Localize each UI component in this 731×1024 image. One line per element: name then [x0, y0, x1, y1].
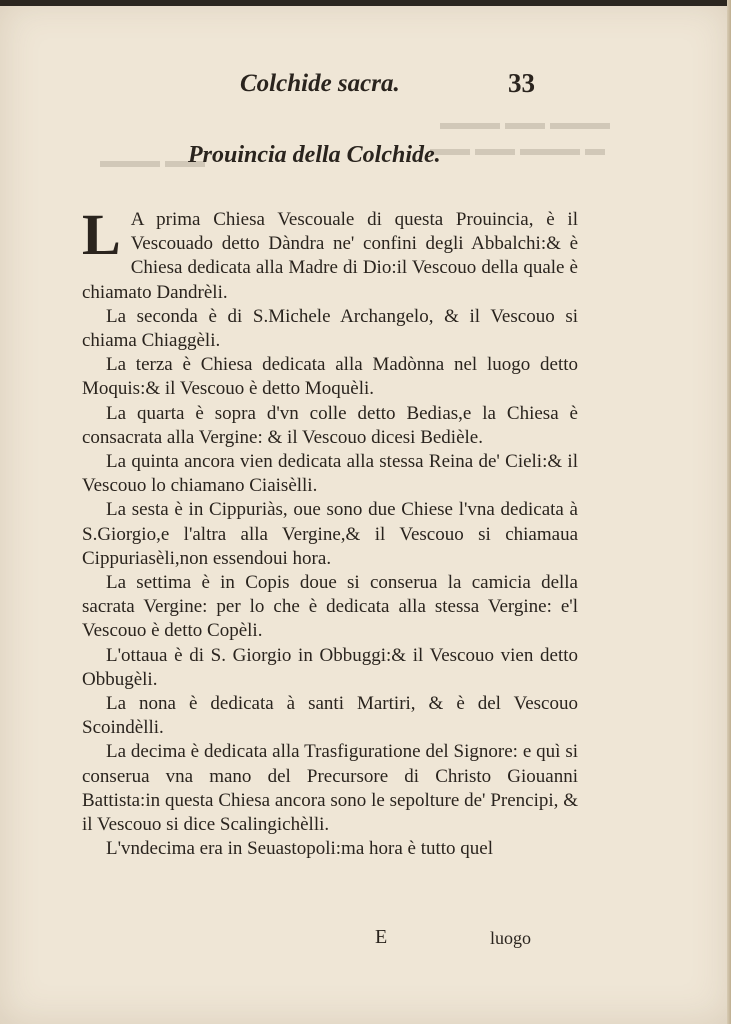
paragraph: La quarta è sopra d'vn colle detto Bedias,e la Chiesa è consacrata alla Vergine: & il Vescouo dicesi Bedièle.	[82, 402, 578, 448]
paragraph: L'vndecima era in Seuastopoli:ma hora è tutto quel	[106, 838, 494, 860]
page-top-edge	[0, 0, 731, 6]
show-through-line: ▬▬▬ ▬▬ ▬▬▬	[440, 112, 610, 134]
paragraph: La decima è dedicata alla Trasfiguratione del Signore: e quì si conserua vna mano del Precursore di Christo Giouanni Battista:in questa Chiesa ancora sono le sepolture de' Prencipi, & il Vescouo si dice Scalingichèlli.	[82, 741, 578, 836]
section-title: Prouincia della Colchide.	[188, 142, 441, 168]
paragraph: L'ottaua è di S. Giorgio in Obbuggi:& il Vescouo vien detto Obbugèli.	[82, 644, 578, 690]
running-title: Colchide sacra.	[240, 70, 400, 97]
paragraph-text: A prima Chiesa Vescouale di questa Prouincia, è il Vescouado detto Dàndra ne' confini degli Abbalchi:& è Chiesa dedicata alla Madre di Dio:il Vescouo della quale è chiamato Dandrèli.	[82, 209, 578, 303]
paragraph: La quinta ancora vien dedicata alla stessa Reina de' Cieli:& il Vescouo lo chiamano Ciaisèlli.	[82, 451, 578, 497]
drop-cap: L	[82, 202, 121, 267]
show-through-line: ▬▬ ▬▬▬	[100, 150, 205, 172]
page-right-edge	[727, 0, 731, 1024]
paragraph: La terza è Chiesa dedicata alla Madònna nel luogo detto Moquis:& il Vescouo è detto Moquèli.	[82, 354, 578, 400]
catchword: luogo	[490, 928, 532, 948]
paragraph: La sesta è in Cippuriàs, oue sono due Chiese l'vna dedicata à S.Giorgio,e l'altra alla Vergine,& il Vescouo si chiamaua Cippuriasèli,non essendoui hora.	[82, 499, 578, 569]
show-through-line: ▬ ▬▬▬ ▬▬ ▬▬	[430, 138, 605, 160]
signature-mark: E	[375, 926, 388, 948]
paragraph: La settima è in Copis doue si conserua la camicia della sacrata Vergine: per lo che è dedicata alla stessa Vergine: e'l Vescouo è detto Copèli.	[82, 572, 578, 642]
page-number: 33	[508, 68, 535, 98]
paragraph: La nona è dedicata à santi Martiri, & è del Vescouo Scoindèlli.	[82, 693, 578, 739]
paragraph	[82, 202, 578, 305]
paragraph: La seconda è di S.Michele Archangelo, & il Vescouo si chiama Chiaggèli.	[82, 305, 578, 352]
body-text	[82, 202, 578, 861]
